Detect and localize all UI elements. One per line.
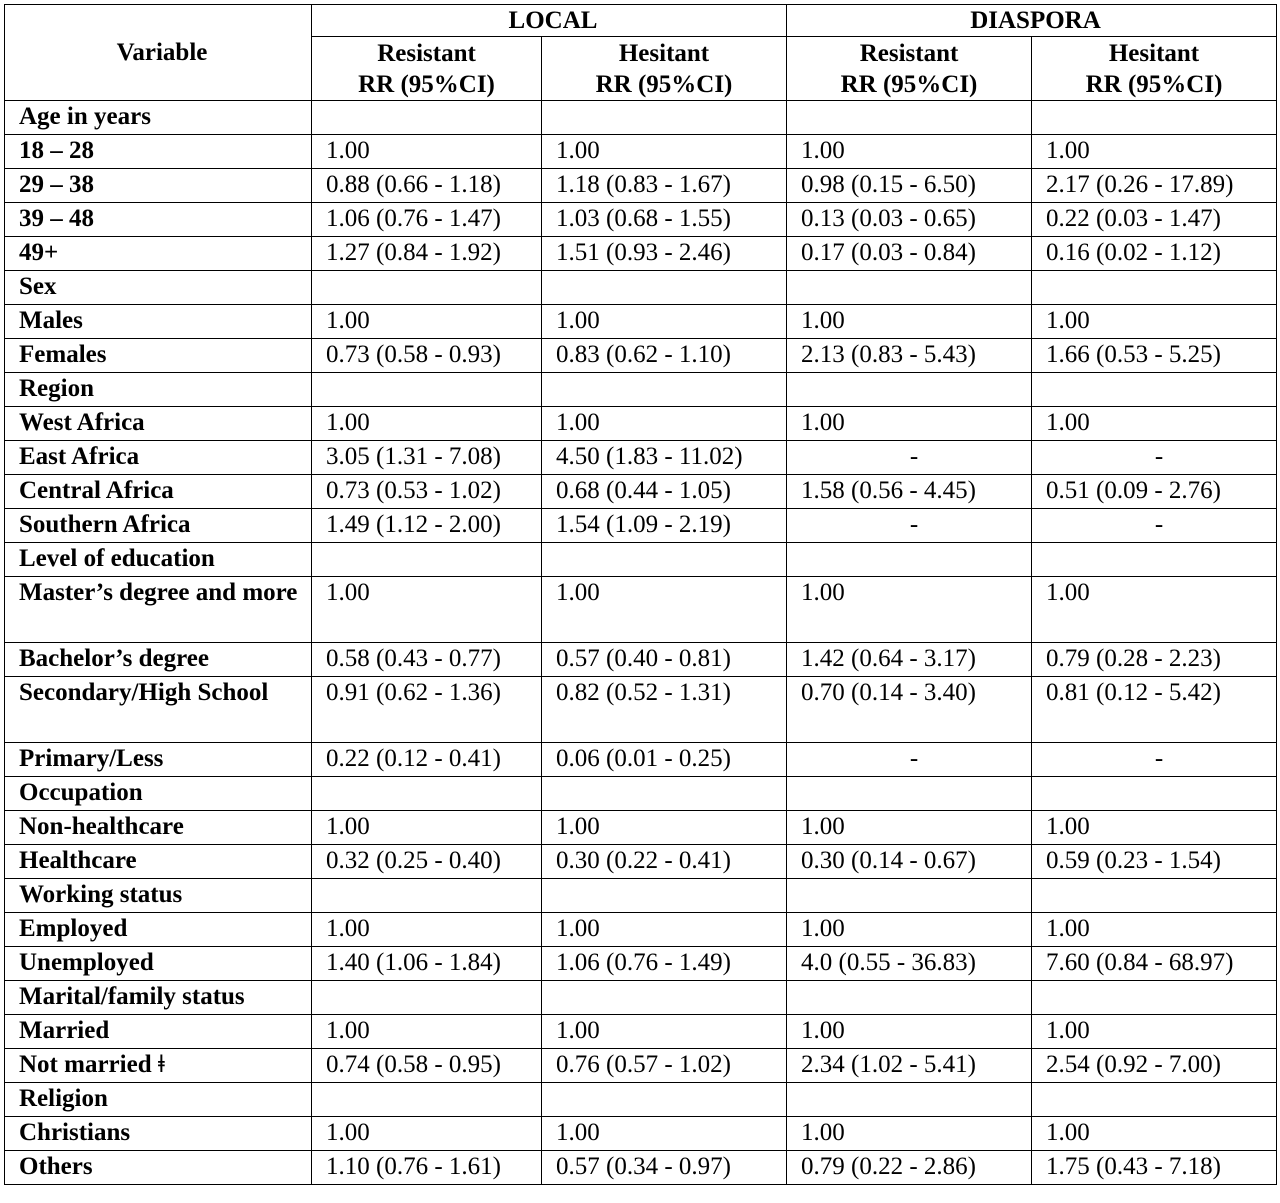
table-row bbox=[5, 203, 1277, 237]
subheader-diaspora-resistant bbox=[787, 37, 1032, 101]
rr-cell: 1.00 bbox=[312, 1117, 542, 1151]
table-row bbox=[5, 845, 1277, 879]
rr-cell: 0.16 (0.02 - 1.12) bbox=[1032, 237, 1277, 271]
variable-label: 29 – 38 bbox=[5, 169, 312, 203]
rr-cell: 0.68 (0.44 - 1.05) bbox=[542, 475, 787, 509]
variable-label: Healthcare bbox=[5, 845, 312, 879]
variable-label: Employed bbox=[5, 913, 312, 947]
rr-cell bbox=[542, 101, 787, 135]
section-row bbox=[5, 879, 1277, 913]
rr-cell: - bbox=[1032, 509, 1277, 543]
rr-cell bbox=[542, 543, 787, 577]
rr-cell bbox=[787, 271, 1032, 305]
variable-label: 18 – 28 bbox=[5, 135, 312, 169]
rr-cell bbox=[312, 101, 542, 135]
rr-cell: 1.58 (0.56 - 4.45) bbox=[787, 475, 1032, 509]
rr-cell bbox=[787, 373, 1032, 407]
rr-cell: 0.79 (0.28 - 2.23) bbox=[1032, 643, 1277, 677]
rr-cell: 1.00 bbox=[312, 135, 542, 169]
rr-cell: 0.17 (0.03 - 0.84) bbox=[787, 237, 1032, 271]
table-body bbox=[5, 101, 1277, 1185]
risk-ratio-table bbox=[4, 4, 1277, 1185]
rr-cell: - bbox=[787, 743, 1032, 777]
rr-cell bbox=[1032, 373, 1277, 407]
rr-cell: 0.30 (0.22 - 0.41) bbox=[542, 845, 787, 879]
rr-cell: 1.00 bbox=[542, 1117, 787, 1151]
rr-cell bbox=[542, 879, 787, 913]
table-row bbox=[5, 509, 1277, 543]
rr-cell bbox=[1032, 271, 1277, 305]
subheader-line1: Resistant bbox=[377, 39, 476, 67]
rr-cell: 1.00 bbox=[787, 305, 1032, 339]
rr-cell: 0.70 (0.14 - 3.40) bbox=[787, 677, 1032, 743]
rr-cell: 1.00 bbox=[1032, 305, 1277, 339]
rr-cell bbox=[542, 777, 787, 811]
header-row-groups bbox=[5, 5, 1277, 37]
variable-label: 39 – 48 bbox=[5, 203, 312, 237]
variable-label: Others bbox=[5, 1151, 312, 1185]
rr-cell bbox=[312, 543, 542, 577]
table-row bbox=[5, 305, 1277, 339]
variable-label: Master’s degree and more bbox=[5, 577, 312, 643]
rr-cell: 1.27 (0.84 - 1.92) bbox=[312, 237, 542, 271]
variable-label: Females bbox=[5, 339, 312, 373]
rr-cell: 1.00 bbox=[1032, 913, 1277, 947]
table-row bbox=[5, 407, 1277, 441]
rr-cell: 2.34 (1.02 - 5.41) bbox=[787, 1049, 1032, 1083]
variable-label: Bachelor’s degree bbox=[5, 643, 312, 677]
subheader-local-resistant bbox=[312, 37, 542, 101]
rr-cell: 1.00 bbox=[1032, 407, 1277, 441]
table-row bbox=[5, 811, 1277, 845]
rr-cell: 1.10 (0.76 - 1.61) bbox=[312, 1151, 542, 1185]
section-row bbox=[5, 981, 1277, 1015]
rr-cell: 1.06 (0.76 - 1.49) bbox=[542, 947, 787, 981]
rr-cell: 1.40 (1.06 - 1.84) bbox=[312, 947, 542, 981]
rr-cell: 0.22 (0.03 - 1.47) bbox=[1032, 203, 1277, 237]
subheader-line2: RR (95%CI) bbox=[595, 70, 733, 98]
rr-cell: 1.00 bbox=[542, 1015, 787, 1049]
rr-cell: 1.00 bbox=[312, 811, 542, 845]
rr-cell bbox=[1032, 543, 1277, 577]
subheader-line2: RR (95%CI) bbox=[1085, 70, 1223, 98]
rr-cell bbox=[787, 879, 1032, 913]
table-row bbox=[5, 743, 1277, 777]
rr-cell: 1.49 (1.12 - 2.00) bbox=[312, 509, 542, 543]
section-label: Occupation bbox=[5, 777, 312, 811]
subheader-diaspora-hesitant bbox=[1032, 37, 1277, 101]
rr-cell: 0.81 (0.12 - 5.42) bbox=[1032, 677, 1277, 743]
variable-label: Secondary/High School bbox=[5, 677, 312, 743]
subheader-local-hesitant bbox=[542, 37, 787, 101]
rr-cell: 1.00 bbox=[787, 811, 1032, 845]
rr-cell: 7.60 (0.84 - 68.97) bbox=[1032, 947, 1277, 981]
rr-cell bbox=[312, 271, 542, 305]
rr-cell: 0.74 (0.58 - 0.95) bbox=[312, 1049, 542, 1083]
subheader-line2: RR (95%CI) bbox=[840, 70, 978, 98]
table-row bbox=[5, 577, 1277, 643]
subheader-line1: Hesitant bbox=[1108, 39, 1200, 67]
rr-cell: 4.0 (0.55 - 36.83) bbox=[787, 947, 1032, 981]
rr-cell: 0.82 (0.52 - 1.31) bbox=[542, 677, 787, 743]
variable-label: Males bbox=[5, 305, 312, 339]
rr-cell: 1.00 bbox=[542, 407, 787, 441]
rr-cell: 0.79 (0.22 - 2.86) bbox=[787, 1151, 1032, 1185]
rr-cell: 1.00 bbox=[787, 1015, 1032, 1049]
rr-cell: 0.73 (0.58 - 0.93) bbox=[312, 339, 542, 373]
rr-cell: 1.00 bbox=[1032, 135, 1277, 169]
rr-cell: 0.32 (0.25 - 0.40) bbox=[312, 845, 542, 879]
rr-cell: 1.00 bbox=[312, 577, 542, 643]
rr-cell: 1.06 (0.76 - 1.47) bbox=[312, 203, 542, 237]
rr-cell: 0.51 (0.09 - 2.76) bbox=[1032, 475, 1277, 509]
table-row bbox=[5, 1117, 1277, 1151]
rr-cell: 1.00 bbox=[542, 811, 787, 845]
rr-cell: 1.00 bbox=[1032, 1117, 1277, 1151]
rr-cell: 1.00 bbox=[312, 305, 542, 339]
rr-cell bbox=[542, 373, 787, 407]
rr-cell bbox=[1032, 101, 1277, 135]
rr-cell: 0.57 (0.40 - 0.81) bbox=[542, 643, 787, 677]
rr-cell: 1.00 bbox=[1032, 577, 1277, 643]
rr-cell bbox=[787, 981, 1032, 1015]
rr-cell bbox=[312, 1083, 542, 1117]
rr-cell: 1.00 bbox=[542, 135, 787, 169]
rr-cell bbox=[542, 981, 787, 1015]
rr-cell: 1.00 bbox=[787, 135, 1032, 169]
subheader-line1: Hesitant bbox=[618, 39, 710, 67]
variable-label: West Africa bbox=[5, 407, 312, 441]
rr-cell bbox=[1032, 777, 1277, 811]
rr-cell: 2.17 (0.26 - 17.89) bbox=[1032, 169, 1277, 203]
rr-cell: 1.00 bbox=[312, 407, 542, 441]
rr-cell: 0.57 (0.34 - 0.97) bbox=[542, 1151, 787, 1185]
section-label: Sex bbox=[5, 271, 312, 305]
section-row bbox=[5, 373, 1277, 407]
variable-label: 49+ bbox=[5, 237, 312, 271]
section-row bbox=[5, 271, 1277, 305]
rr-cell: 4.50 (1.83 - 11.02) bbox=[542, 441, 787, 475]
table-row bbox=[5, 913, 1277, 947]
rr-cell bbox=[312, 777, 542, 811]
rr-cell: 1.00 bbox=[787, 407, 1032, 441]
table-row bbox=[5, 643, 1277, 677]
rr-cell bbox=[787, 1083, 1032, 1117]
rr-cell: - bbox=[1032, 743, 1277, 777]
rr-cell: - bbox=[787, 509, 1032, 543]
section-row bbox=[5, 543, 1277, 577]
rr-cell: 1.00 bbox=[312, 913, 542, 947]
rr-cell: 0.83 (0.62 - 1.10) bbox=[542, 339, 787, 373]
subheader-line1: Resistant bbox=[859, 39, 959, 67]
rr-cell: 3.05 (1.31 - 7.08) bbox=[312, 441, 542, 475]
section-row bbox=[5, 101, 1277, 135]
rr-cell: 0.22 (0.12 - 0.41) bbox=[312, 743, 542, 777]
table-row bbox=[5, 237, 1277, 271]
group-header-local: LOCAL bbox=[312, 5, 787, 37]
rr-cell: 1.00 bbox=[1032, 811, 1277, 845]
section-label: Working status bbox=[5, 879, 312, 913]
rr-cell bbox=[312, 373, 542, 407]
variable-label: Married bbox=[5, 1015, 312, 1049]
table-row bbox=[5, 677, 1277, 743]
rr-cell: 0.88 (0.66 - 1.18) bbox=[312, 169, 542, 203]
rr-cell: 0.58 (0.43 - 0.77) bbox=[312, 643, 542, 677]
rr-cell: 1.00 bbox=[542, 577, 787, 643]
section-row bbox=[5, 777, 1277, 811]
rr-cell: 2.13 (0.83 - 5.43) bbox=[787, 339, 1032, 373]
section-label: Age in years bbox=[5, 101, 312, 135]
variable-label: Christians bbox=[5, 1117, 312, 1151]
rr-cell: 0.76 (0.57 - 1.02) bbox=[542, 1049, 787, 1083]
rr-cell: 1.75 (0.43 - 7.18) bbox=[1032, 1151, 1277, 1185]
table-row bbox=[5, 135, 1277, 169]
rr-cell: 1.00 bbox=[542, 305, 787, 339]
table-row bbox=[5, 169, 1277, 203]
rr-cell: 1.18 (0.83 - 1.67) bbox=[542, 169, 787, 203]
rr-cell: 1.00 bbox=[787, 913, 1032, 947]
rr-cell: 0.59 (0.23 - 1.54) bbox=[1032, 845, 1277, 879]
table-row bbox=[5, 339, 1277, 373]
rr-cell: 1.00 bbox=[1032, 1015, 1277, 1049]
table-row bbox=[5, 1015, 1277, 1049]
section-label: Marital/family status bbox=[5, 981, 312, 1015]
group-header-diaspora: DIASPORA bbox=[787, 5, 1277, 37]
rr-cell: 1.51 (0.93 - 2.46) bbox=[542, 237, 787, 271]
rr-cell: 0.73 (0.53 - 1.02) bbox=[312, 475, 542, 509]
rr-cell: 1.42 (0.64 - 3.17) bbox=[787, 643, 1032, 677]
rr-cell: 1.54 (1.09 - 2.19) bbox=[542, 509, 787, 543]
rr-cell bbox=[787, 101, 1032, 135]
variable-label: Primary/Less bbox=[5, 743, 312, 777]
table-row bbox=[5, 475, 1277, 509]
rr-cell: - bbox=[787, 441, 1032, 475]
rr-cell: 0.30 (0.14 - 0.67) bbox=[787, 845, 1032, 879]
rr-cell bbox=[542, 1083, 787, 1117]
rr-cell: 1.00 bbox=[787, 577, 1032, 643]
rr-cell: 1.00 bbox=[787, 1117, 1032, 1151]
table-row bbox=[5, 441, 1277, 475]
rr-cell bbox=[542, 271, 787, 305]
variable-label: Not married ǂ bbox=[5, 1049, 312, 1083]
rr-cell: 1.00 bbox=[542, 913, 787, 947]
section-label: Religion bbox=[5, 1083, 312, 1117]
variable-label: Southern Africa bbox=[5, 509, 312, 543]
rr-cell: 0.91 (0.62 - 1.36) bbox=[312, 677, 542, 743]
rr-cell bbox=[1032, 879, 1277, 913]
rr-cell: 1.66 (0.53 - 5.25) bbox=[1032, 339, 1277, 373]
section-row bbox=[5, 1083, 1277, 1117]
rr-cell bbox=[787, 777, 1032, 811]
rr-cell: 0.06 (0.01 - 0.25) bbox=[542, 743, 787, 777]
rr-cell: 0.13 (0.03 - 0.65) bbox=[787, 203, 1032, 237]
rr-cell: 1.03 (0.68 - 1.55) bbox=[542, 203, 787, 237]
rr-cell: - bbox=[1032, 441, 1277, 475]
section-label: Level of education bbox=[5, 543, 312, 577]
rr-cell: 0.98 (0.15 - 6.50) bbox=[787, 169, 1032, 203]
section-label: Region bbox=[5, 373, 312, 407]
rr-cell bbox=[1032, 1083, 1277, 1117]
table-row bbox=[5, 947, 1277, 981]
rr-cell bbox=[312, 981, 542, 1015]
variable-label: Central Africa bbox=[5, 475, 312, 509]
rr-cell bbox=[787, 543, 1032, 577]
rr-cell: 2.54 (0.92 - 7.00) bbox=[1032, 1049, 1277, 1083]
subheader-line2: RR (95%CI) bbox=[358, 70, 495, 98]
variable-label: Non-healthcare bbox=[5, 811, 312, 845]
variable-label: East Africa bbox=[5, 441, 312, 475]
table-row bbox=[5, 1151, 1277, 1185]
rr-cell bbox=[1032, 981, 1277, 1015]
rr-cell bbox=[312, 879, 542, 913]
rr-cell: 1.00 bbox=[312, 1015, 542, 1049]
table-row bbox=[5, 1049, 1277, 1083]
variable-column-header: Variable bbox=[5, 5, 312, 101]
variable-label: Unemployed bbox=[5, 947, 312, 981]
